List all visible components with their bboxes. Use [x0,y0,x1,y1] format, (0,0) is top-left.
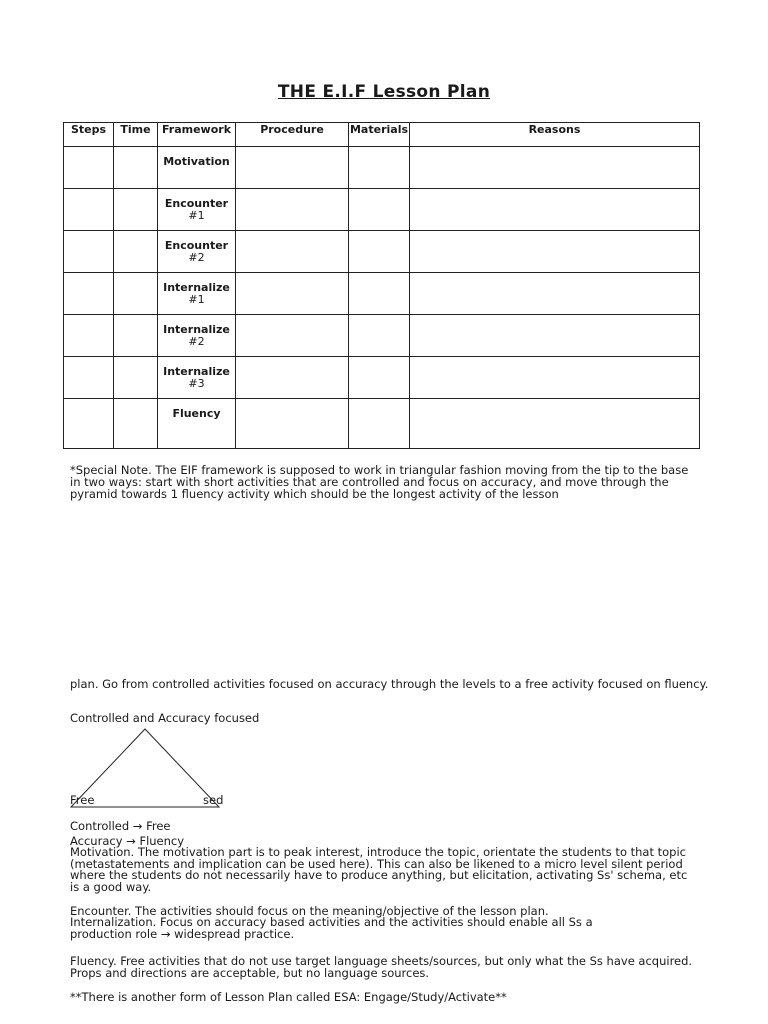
cell-reasons[interactable] [410,399,700,449]
cell-procedure[interactable] [236,399,349,449]
cell-reasons[interactable] [410,147,700,189]
cell-time[interactable] [114,147,158,189]
cell-framework [158,399,236,449]
plan-paragraph: plan. Go from controlled activities focused on accuracy through the levels to a free activity focused on fluency. [70,677,709,691]
table-row [64,273,700,315]
cell-steps[interactable] [64,231,114,273]
cell-materials[interactable] [349,357,410,399]
table-row [64,147,700,189]
header-steps: Steps [64,123,114,147]
framework-number: #3 [188,377,205,390]
header-time: Time [114,123,158,147]
cell-steps[interactable] [64,315,114,357]
table-row [64,189,700,231]
cell-framework [158,231,236,273]
cell-procedure[interactable] [236,315,349,357]
framework-number: #2 [188,251,205,264]
framework-label: Internalize [163,323,230,336]
cell-procedure[interactable] [236,231,349,273]
cell-procedure[interactable] [236,147,349,189]
triangle-left-label: Free [70,793,95,807]
cell-reasons[interactable] [410,273,700,315]
cell-reasons[interactable] [410,357,700,399]
header-procedure: Procedure [236,123,349,147]
cell-reasons[interactable] [410,231,700,273]
special-note: *Special Note. The EIF framework is supposed to work in triangular fashion moving from the tip to the base in two ways: start with short activities that are controlled and focus on accuracy, and move through the pyramid towards 1 fluency activity which should be the longest activity of the lesson [70,463,689,501]
framework-number: #2 [188,335,205,348]
encounter-paragraph: Encounter. The activities should focus on the meaning/objective of the lesson plan. [70,904,549,918]
cell-materials[interactable] [349,273,410,315]
table-row [64,315,700,357]
cell-framework [158,273,236,315]
header-reasons: Reasons [410,123,700,147]
cell-steps[interactable] [64,189,114,231]
cell-materials[interactable] [349,147,410,189]
triangle-top-label: Controlled and Accuracy focused [70,711,260,725]
table-row [64,357,700,399]
header-materials: Materials [349,123,410,147]
cell-framework [158,315,236,357]
cell-steps[interactable] [64,273,114,315]
cell-time[interactable] [114,273,158,315]
cell-framework [158,147,236,189]
cell-procedure[interactable] [236,189,349,231]
accuracy-fluency-line: Accuracy → Fluency [70,834,185,848]
motivation-paragraph: Motivation. The motivation part is to peak interest, introduce the topic, orientate the students to that topic (metastatements and implication can be used here). This can also be likened to a micro level silent period where the students do not necessarily have to produce anything, but elicitation, activating Ss' schema, etc is a good way. [70,845,688,894]
framework-label: Internalize [163,365,230,378]
cell-time[interactable] [114,189,158,231]
cell-time[interactable] [114,399,158,449]
framework-label: Internalize [163,281,230,294]
internalization-paragraph: Internalization. Focus on accuracy based activities and the activities should enable all Ss a production role → widespread practice. [70,915,593,941]
cell-reasons[interactable] [410,189,700,231]
cell-framework [158,357,236,399]
header-framework: Framework [158,123,236,147]
cell-steps[interactable] [64,399,114,449]
cell-reasons[interactable] [410,315,700,357]
framework-label: Fluency [172,407,221,420]
cell-materials[interactable] [349,315,410,357]
triangle-right-label: sed [203,793,224,807]
table-header-row [64,123,700,147]
framework-label: Encounter [164,239,229,252]
cell-materials[interactable] [349,189,410,231]
framework-number: #1 [188,293,205,306]
cell-time[interactable] [114,357,158,399]
controlled-free-line: Controlled → Free [70,819,171,833]
framework-label: Motivation [163,155,230,168]
cell-framework [158,189,236,231]
cell-time[interactable] [114,315,158,357]
cell-steps[interactable] [64,147,114,189]
cell-procedure[interactable] [236,273,349,315]
table-row [64,399,700,449]
framework-label: Encounter [164,197,229,210]
cell-steps[interactable] [64,357,114,399]
esa-note: **There is another form of Lesson Plan called ESA: Engage/Study/Activate** [70,990,507,1004]
fluency-paragraph: Fluency. Free activities that do not use target language sheets/sources, but only what the Ss have acquired. Props and directions are acceptable, but no language sources. [70,954,693,980]
framework-number: #1 [188,209,205,222]
cell-materials[interactable] [349,231,410,273]
table-row [64,231,700,273]
lesson-plan-table [63,122,700,449]
cell-time[interactable] [114,231,158,273]
page-title: THE E.I.F Lesson Plan [277,82,491,102]
cell-procedure[interactable] [236,357,349,399]
cell-materials[interactable] [349,399,410,449]
